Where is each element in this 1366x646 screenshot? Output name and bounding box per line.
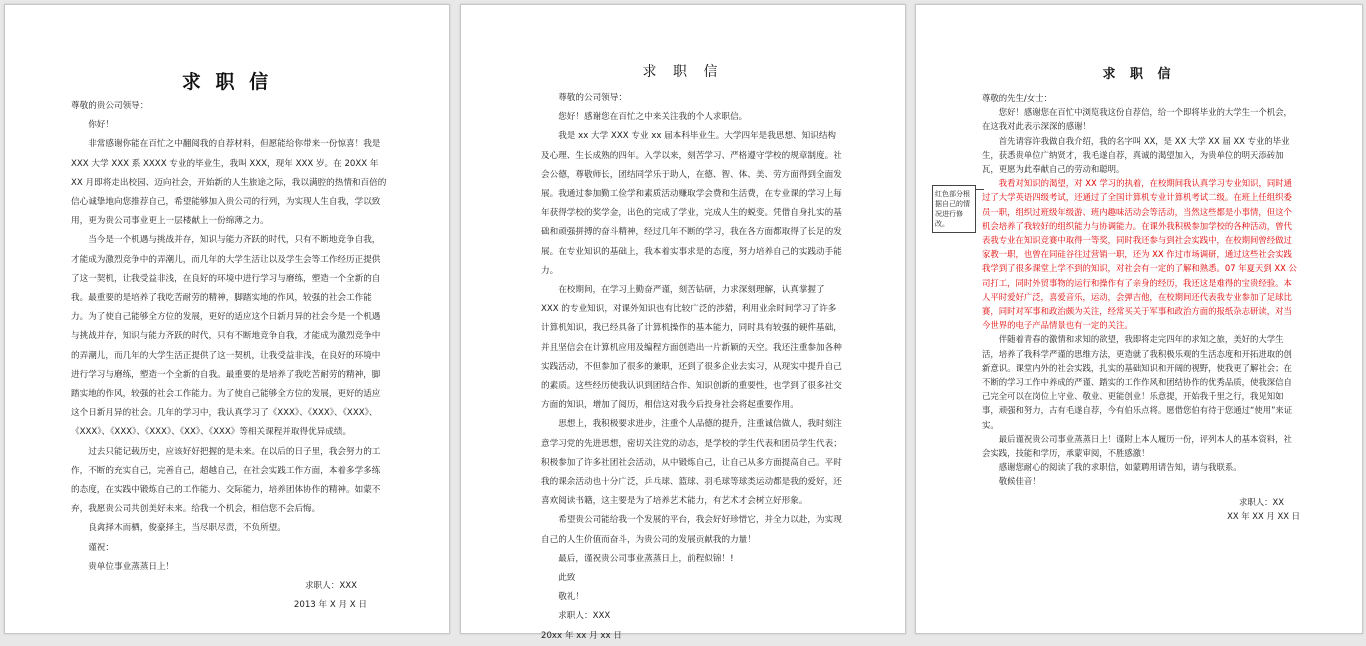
page-title: 求 职 信 [181,71,273,93]
date: 20xx 年 xx 月 xx 日 [541,630,622,641]
page-title: 求 职 信 [1102,67,1176,82]
letter-body [982,91,1300,523]
date: 2013 年 X 月 X 日 [293,600,367,611]
review-comment[interactable]: 红色部分根据自己的情况进行修改。 [932,185,976,233]
closing-line: 敬候佳音！ [998,476,1041,487]
date: XX 年 XX 月 XX 日 [1227,510,1300,521]
paragraph: 过去只能记载历史，应该好好把握的是未来。在以后的日子里，我会努力的工作，不断的充实自己，完善自己，超越自己，在社会实践工作方面，本着多学多练的态度，在实践中锻炼自己的工作能力、交际能力，培养团体协作的精神。如蒙不弃，我愿贵公司共创美好未来。给我一个机会，相信您不会后悔。 [71,446,381,515]
paragraph: 感谢您耐心的阅读了我的求职信，如蒙聘用请告知，请与我联系。 [998,462,1242,473]
highlighted-paragraph: 我看对知识的渴望，对 XX 学习的执着，在校期间我认真学习专业知识，同时通过了大学英语四级考试，还通过了全国计算机专业计算机考试二级。在班上任组织委员一职，组织过班级年级游、班内趣味活动会等活动，当然这些都是小事情，但这个机会培养了我较好的组织能力与协调能力。在课外我积极参加学校的各种活动，曾代表我专业在知识竞赛中取得一等奖，同时我还参与到社会实践中，在校期间曾经做过家教一职，也曾在同硅谷往过营销一职，还为 XX 作过市场调研，通过这些社会实践我学到了很多课堂上学不到的知识，对社会有一定的了解和熟悉。07 年夏天到 XX 公司打工，同时外贸事物的运行和操作有了亲身的经历，我还这是难得的宝贵经验。本人平时爱好广泛，喜爱音乐，运动，会弹吉他，在校期间还代表我专业参加了足球比赛，同时对军事和政治颇为关注，经常买关于军事和政治方面的报纸杂志研读，对当今世界的电子产品情景也有一定的关注。 [982,178,1297,331]
signature: 求职人：XX [1239,496,1284,507]
salutation: 尊敬的公司领导： [558,93,627,103]
paragraph: 当今是一个机遇与挑战并存，知识与能力齐跃的时代，只有不断地竞争自我，才能成为激烈竞争中的弄潮儿，而几年的大学生活让以及学生会等工作经历正提供了这一契机，让我受益非浅，在良好的环境中进行学习与磨练，塑造一个全新的自我。最重要的是培养了我吃苦耐劳的精神，脚踏实地的作风，较强的社会工作能力。为了使自己能够全方位的发展，更好的适应这个日新月异的社会今是一个机遇与挑战并存，知识与能力齐跃的时代，只有不断地竞争自我，才能成为激烈竞争中的弄潮儿，而几年的大学生活正提供了这一契机，让我受益非浅，在良好的环境中进行学习与磨练，塑造一个全新的自我。最重要的是培养了我吃苦耐劳的精神，脚踏实地的作风，较强的社会工作能力。为了使自己能够全方位的发展，更好的适应这个日新月异的社会。几年的学习中，我认真学习了《XXX》、《XXX》、《XXX》、《XXX》、《XXX》、《XXX》、《XX》、《XXX》等相关课程并取得优异成绩。 [71,235,381,438]
paragraph: 良禽择木而栖，俊豪择主，当尽职尽责，不负所望。 [88,523,286,534]
paragraph: 最后，谨祝贵公司事业蒸蒸日上，前程似锦！! [558,553,734,564]
paragraph: 首先请容许我做自我介绍，我的名字叫 XX，是 XX 大学 XX 届 XX 专业的毕业生，获悉贵单位广纳贤才，我毛遂自荐，真诚的渴望加入，为贵单位的明天添砖加瓦，更愿为此奉献自己的劳动和聪明。 [982,135,1290,175]
paragraph: 我是 xx 大学 XXX 专业 xx 届本科毕业生。大学四年是我思想、知识结构及心理、生长成熟的四年。入学以来，刻苦学习、严格遵守学校的规章制度。社会公德，尊敬师长，团结同学乐于助人，在德、智、体、美、劳方面得到全面发展。我通过参加勤工俭学和素质活动赚取学会费和生活费，在专业课的学习上每年获得学校的奖学金，出色的完成了学业，完成人生的蜕变。凭借自身扎实的基础和顽强拼搏的奋斗精神，经过几年不断的学习，我在各方面都取得了长足的发展。在专业知识的基础上，我本着实事求是的态度，努力培养自己的实践动手能力。 [541,131,842,276]
document-page-2 [460,4,906,641]
letter-body [541,89,843,646]
paragraph: 在校期间，在学习上勤奋严谨，刻苦钻研，力求深刻理解，认真掌握了 XXX 的专业知识，对课外知识也有比较广泛的涉猎，利用业余时间学习了许多计算机知识，我已经具备了计算机操作的基本能力，同时具有较强的硬件基础，并且坚信会在计算机应用及编程方面创造出一片新颖的天空。我还注重参加各种实践活动，不但参加了很多的兼职，还到了很多企业去实习，从现实中提升自己的素质。这些经历使我认识到团结合作、知识创新的重要性，也学到了很多社交方面的知识，增加了阅历，相信这对我今后投身社会将起重要作用。 [541,285,842,411]
letter-body [71,97,387,615]
paragraph: 希望贵公司能给我一个发展的平台，我会好好珍惜它，并全力以赴，为实现自己的人生价值而奋斗，为贵公司的发展贡献我的力量！ [541,515,842,545]
salutation: 尊敬的贵公司领导： [71,101,149,111]
closing-line: 敬礼！ [558,592,584,603]
paragraph: 思想上，我积极要求进步，注重个人品德的提升，注重诚信做人，我时刻注意学习党的先进思想，密切关注党的动态，是学校的学生代表和团员学生代表；积极参加了许多社团社会活动，从中锻炼自己，让自己从多方面提高自己。平时我的课余活动也十分广泛，乒乓球、篮球、羽毛球等球类运动都是我的爱好，还喜欢阅读书籍，这主要是为了培养艺术能力，有艺术才会树立好形象。 [541,419,842,507]
paragraph: 最后谨祝贵公司事业蒸蒸日上！谨附上本人履历一份，评列本人的基本资料，社会实践，技能和学历，承蒙审阅，不胜感激！ [982,433,1292,459]
salutation: 尊敬的先生/女士： [982,93,1052,103]
document-page-3 [915,4,1363,634]
greeting: 你好！ [88,120,114,131]
paragraph: 非常感谢你能在百忙之中翻阅我的自荐材料，但愿能给你带来一份惊喜！我是 XXX 大学 XXX 系 XXXX 专业的毕业生，我叫 XXX，现年 XXX 岁。在 20XX 年 XX 月即将走出校园、迈向社会，开始新的人生旅途之际，我以满腔的热情和百倍的信心诚挚地向您推荐自己，希望能够加入贵公司的行列，为实现人生自我，学以致用，更为贵公司事业更上一层楼献上一份绵薄之力。 [71,139,387,227]
closing-line: 谨祝： [88,542,114,553]
paragraph: 伴随着青春的激情和求知的欲望，我即将走完四年的求知之旅，美好的大学生活，培养了我科学严谨的思维方法，更造就了我积极乐观的生活态度和开拓进取的创新意识。课堂内外的社会实践，扎实的基础知识和开阔的视野，使我更了解社会；在不断的学习工作中养成的严谨、踏实的工作作风和团结协作的优秀品质，使我深信自己完全可以在岗位上守业、敬业、更能创业！乐意提，开始我千里之行，我见知如事，顽强和努力，古有毛遂自荐，今有伯乐点将。愿借您伯有待于您通过“使用”来证实。 [982,334,1293,430]
signature: 求职人：XXX [304,581,357,592]
closing-line: 贵单位事业蒸蒸日上！ [88,561,175,572]
greeting: 您好！感谢您在百忙之中来关注我的个人求职信。 [558,112,748,123]
page-title: 求 职 信 [642,64,724,80]
greeting: 您好！感谢您在百忙中浏览我这份自荐信，给一个即将毕业的大学生一个机会，在这我对此表示深深的感谢！ [982,107,1292,132]
closing-line: 此致 [558,573,576,584]
document-page-1 [4,4,450,634]
signature: 求职人：XXX [558,611,611,622]
